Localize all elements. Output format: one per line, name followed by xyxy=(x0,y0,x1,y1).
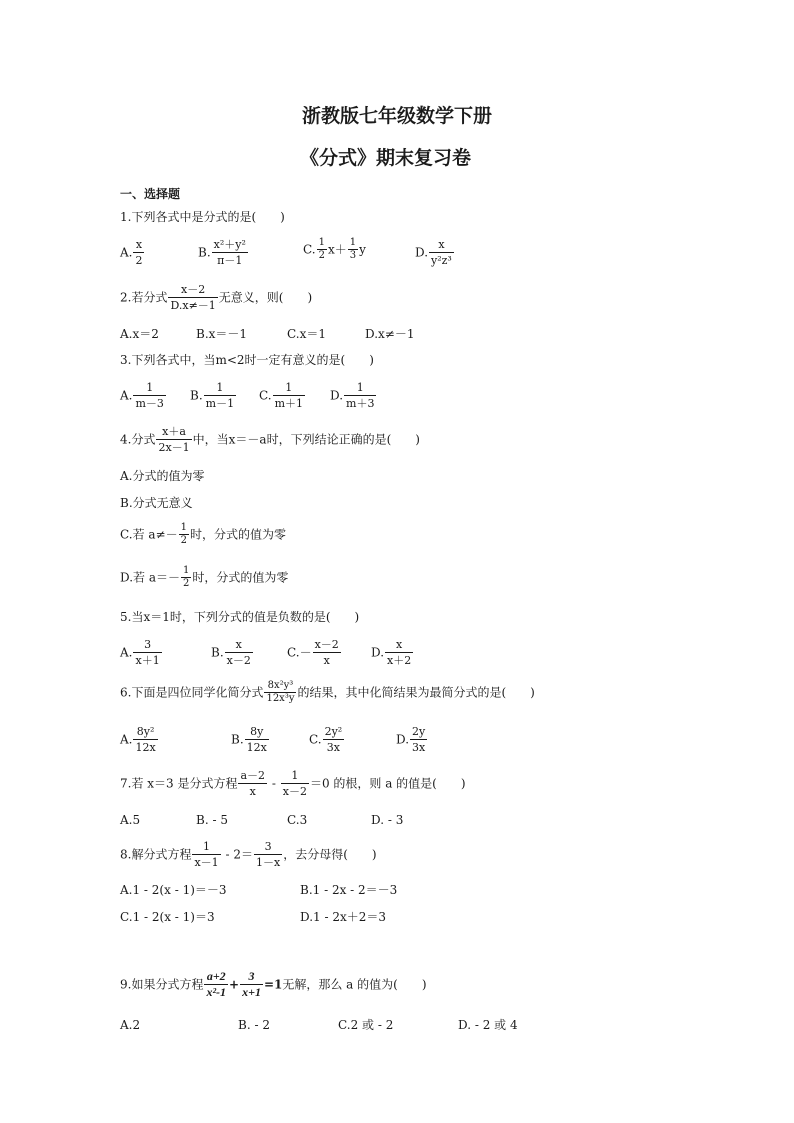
q5-option-b: B. $\frac{x}{x-2}$ xyxy=(211,638,251,667)
q1-stem: 1.下列各式中是分式的是( ) xyxy=(120,210,285,224)
q1-option-c: C. $\frac{1}{2}$ x＋ $\frac{1}{3}$ y xyxy=(303,237,366,261)
q7-option-d: D. - 3 xyxy=(371,813,404,827)
q6-option-a: A. $\frac{\text{8y²}}{12x}$ xyxy=(120,725,156,754)
q2-option-c: C.x＝1 xyxy=(287,327,326,341)
q9-option-c: C.2 或 - 2 xyxy=(338,1018,394,1032)
q5-option-a: A. $\frac{3}{x+1}$ xyxy=(120,638,160,667)
q9-option-b: B. - 2 xyxy=(238,1018,270,1032)
q3-option-a: A. $\frac{1}{m-3}$ xyxy=(120,381,164,410)
q3-stem: 3.下列各式中，当m<2时一定有意义的是( ) xyxy=(120,353,374,367)
q1-option-d: D. $\frac{x}{\text{y²z³}}$ xyxy=(415,238,452,267)
q6-stem: 6.下面是四位同学化简分式 $\frac{\text{8x²y³}}{\text{12x³y}}$ 的结果，其中化简结果为最简分式的是( ) xyxy=(120,680,535,704)
q4-option-c: C.若 a≠－ $\frac{1}{2}$ 时，分式的值为零 xyxy=(120,522,286,546)
q5-stem: 5.当x＝1时，下列分式的值是负数的是( ) xyxy=(120,610,360,624)
q5-option-c: C.－ $\frac{x-2}{x}$ xyxy=(287,638,339,667)
q4-stem: 4.分式 $\frac{x+a}{2x-1}$ 中，当x＝－a时，下列结论正确的是( ) xyxy=(120,425,420,454)
page-subtitle: 《分式》期末复习卷 xyxy=(300,147,472,169)
q4-option-d: D.若 a＝－ $\frac{1}{2}$ 时，分式的值为零 xyxy=(120,565,289,589)
q2-stem: 2.若分式 $\frac{x-2}{D.x\ne-1}$ 无意义，则( ) xyxy=(120,283,313,312)
q9-option-d: D. - 2 或 4 xyxy=(458,1018,518,1032)
q8-option-a: A.1 - 2(x - 1)＝－3 xyxy=(120,883,227,897)
q2-option-b: B.x＝－1 xyxy=(196,327,248,341)
q7-option-c: C.3 xyxy=(287,813,308,827)
q4-option-b: B.分式无意义 xyxy=(120,496,193,510)
q8-option-d: D.1 - 2x＋2＝3 xyxy=(300,910,386,924)
q7-option-a: A.5 xyxy=(120,813,141,827)
q6-option-d: D. $\frac{2y}{3x}$ xyxy=(396,725,426,754)
q5-option-d: D. $\frac{x}{x+2}$ xyxy=(371,638,412,667)
q4-option-a: A.分式的值为零 xyxy=(120,469,205,483)
q7-stem: 7.若 x＝3 是分式方程 $\frac{a-2}{x}$ - $\frac{1}{x-2}$ ＝0 的根，则 a 的值是( ) xyxy=(120,769,466,798)
q1-option-b: B. $\frac{\text{x²＋y²}}{\pi-1}$ xyxy=(198,238,246,267)
q3-option-c: C. $\frac{1}{m+1}$ xyxy=(259,381,304,410)
q8-option-b: B.1 - 2x - 2＝－3 xyxy=(300,883,398,897)
q8-option-c: C.1 - 2(x - 1)＝3 xyxy=(120,910,215,924)
q9-stem: 9.如果分式方程 $\frac{a+2}{\text{x²-1}}$ + $\frac{3}{x+1}$ =1无解，那么 a 的值为( ) xyxy=(120,969,427,999)
q2-option-a: A.x＝2 xyxy=(120,327,159,341)
q8-stem: 8.解分式方程 $\frac{1}{x-1}$ - 2＝ $\frac{3}{1-x}$ ，去分母得( ) xyxy=(120,840,377,869)
section-heading: 一、选择题 xyxy=(120,187,181,201)
q3-option-d: D. $\frac{1}{m+3}$ xyxy=(330,381,375,410)
page-title: 浙教版七年级数学下册 xyxy=(302,105,493,127)
q9-option-a: A.2 xyxy=(120,1018,141,1032)
q6-option-b: B. $\frac{8y}{12x}$ xyxy=(231,725,267,754)
q6-option-c: C. $\frac{\text{2y²}}{3x}$ xyxy=(309,725,343,754)
q1-option-a: A. $\frac{x}{2}$ xyxy=(120,238,143,267)
q3-option-b: B. $\frac{1}{m-1}$ xyxy=(190,381,235,410)
q2-option-d: D.x≠－1 xyxy=(365,327,415,341)
q7-option-b: B. - 5 xyxy=(196,813,228,827)
